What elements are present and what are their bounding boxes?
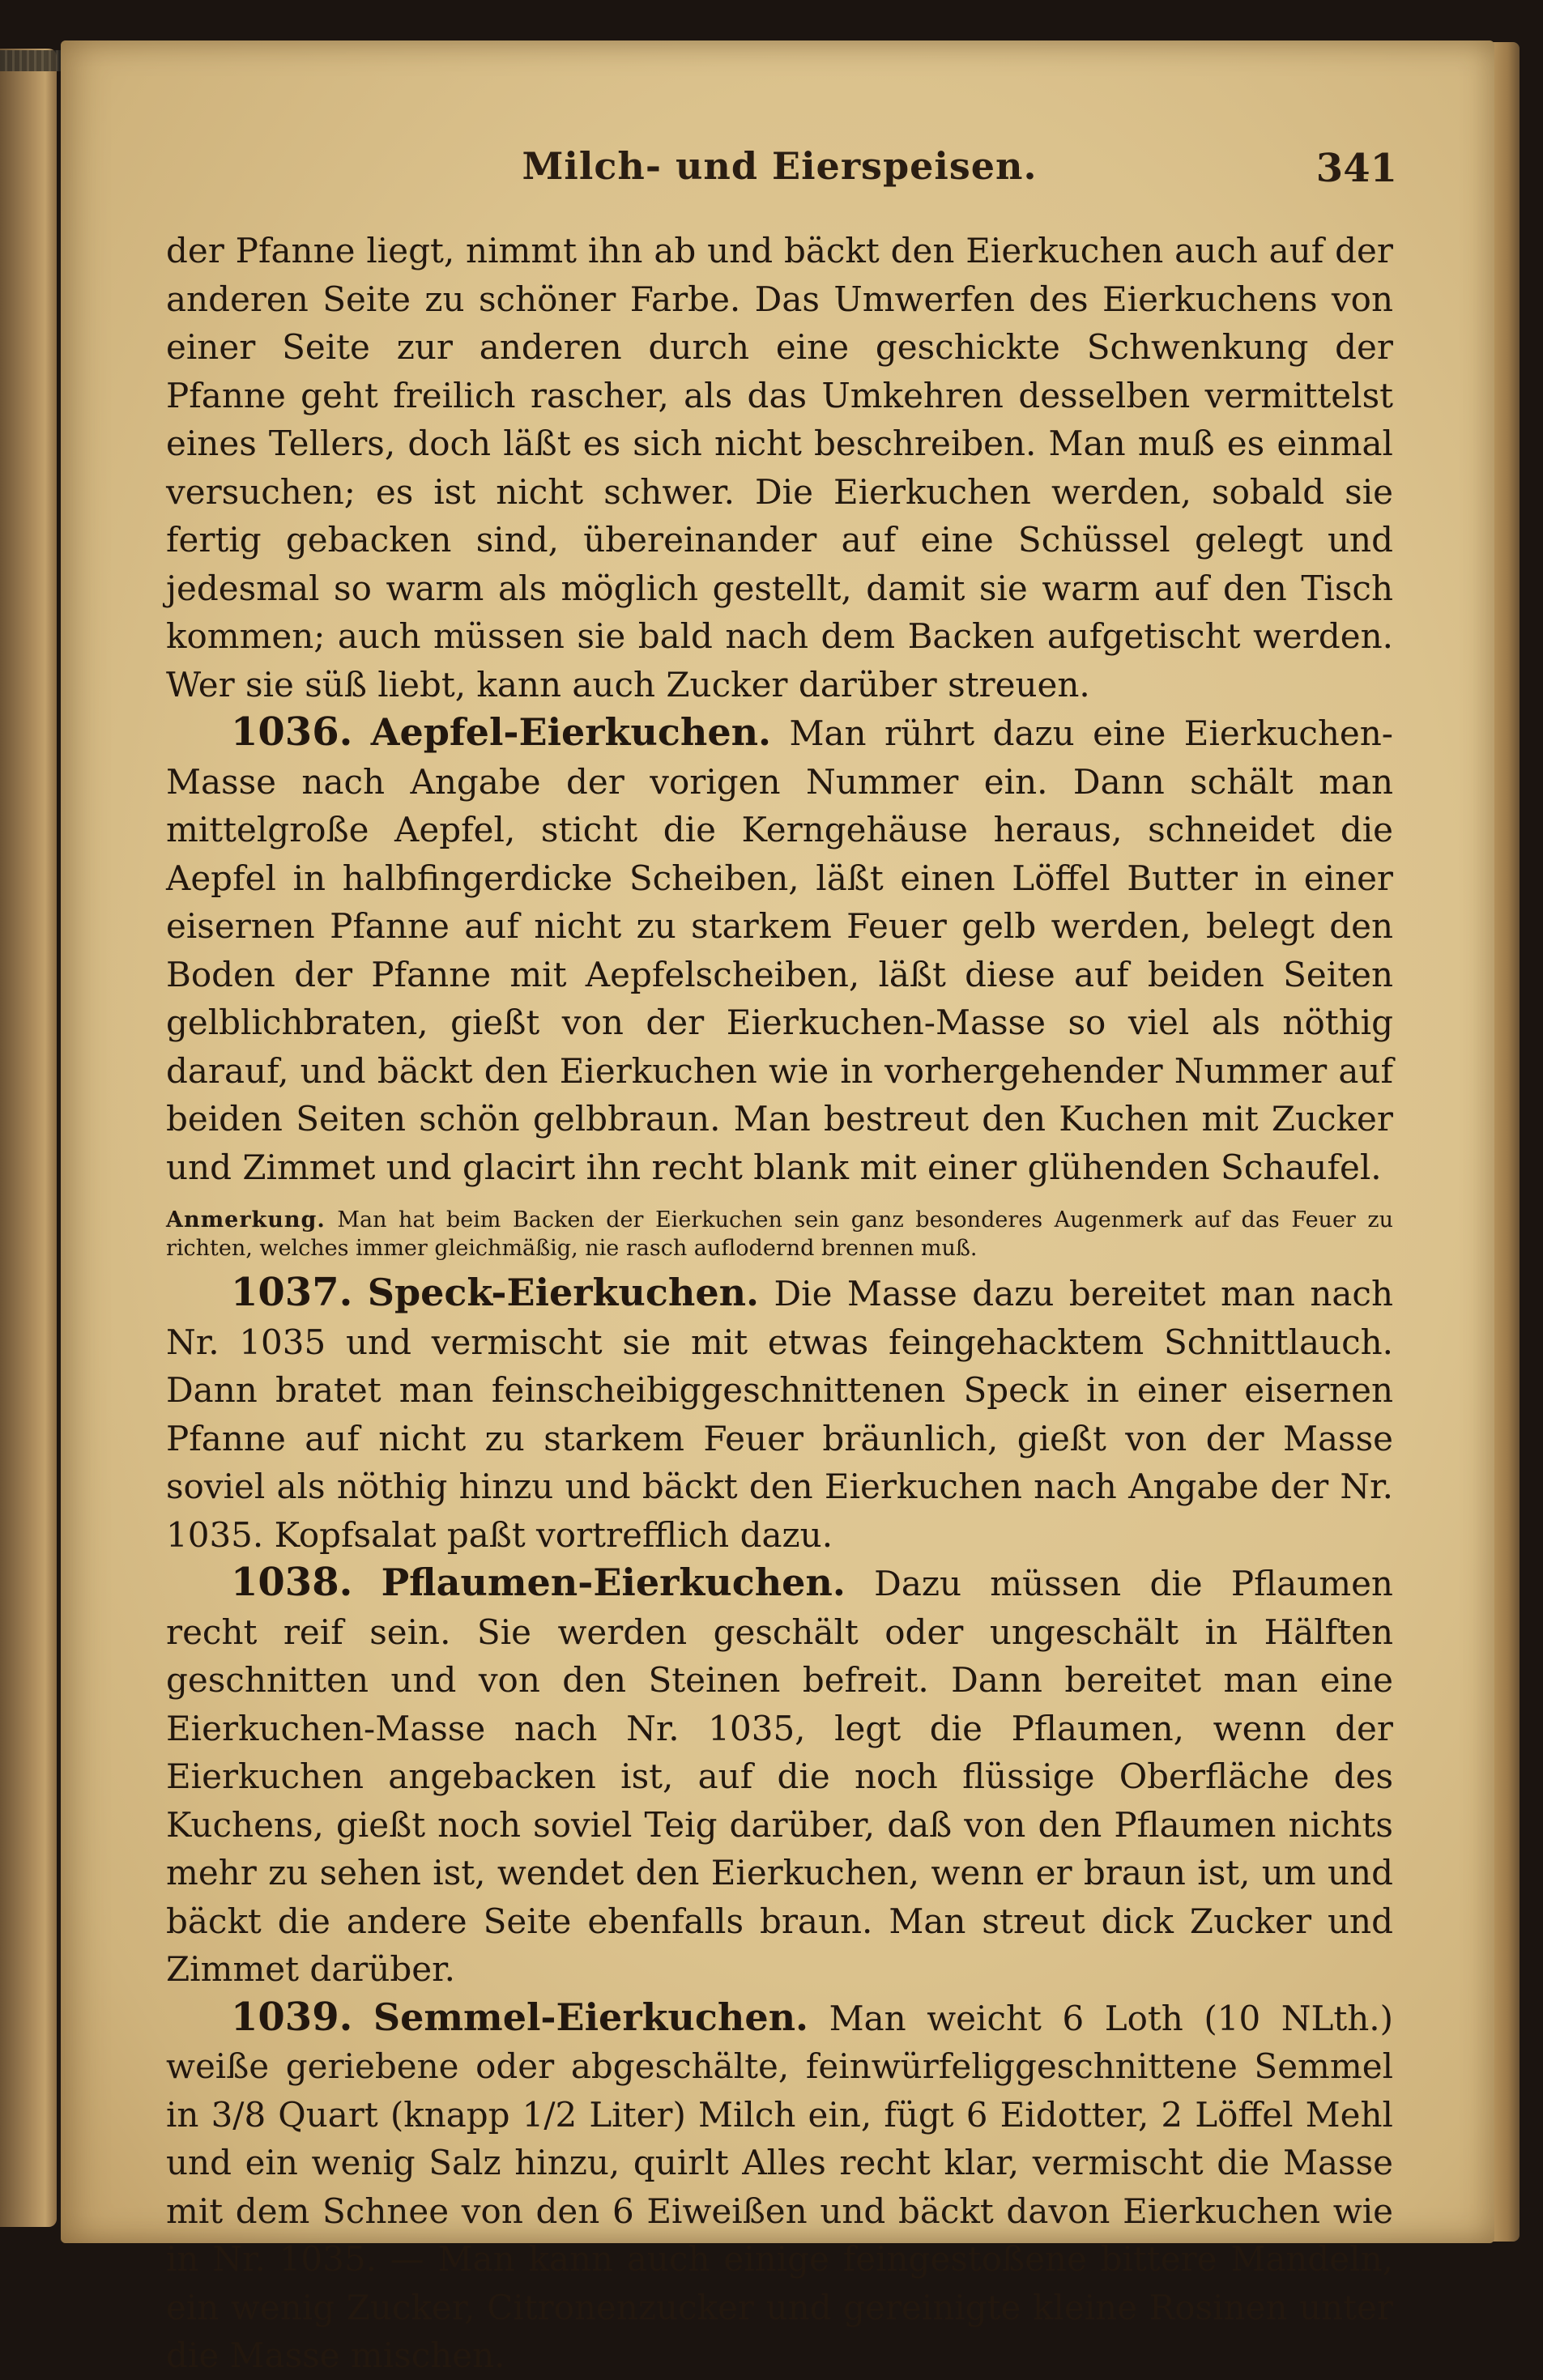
recipe-number: 1039. [231,1994,353,2040]
recipe-1039 [166,1994,1393,2380]
continuation-paragraph: der Pfanne liegt, nimmt ihn ab und bäckt den Eierkuchen auch auf der anderen Seite zu schöner Farbe. Das Umwerfen des Eierkuchens von einer Seite zur anderen durch eine geschickte Schwenkung der Pfanne geht freilich rascher, als das Umkehren desselben vermittelst eines Tellers, doch läßt es sich nicht beschreiben. Man muß es einmal versuchen; es ist nicht schwer. Die Eierkuchen werden, sobald sie fertig gebacken sind, übereinander auf eine Schüssel gelegt und jedesmal so warm als möglich gestellt, damit sie warm auf den Tisch kommen; auch müssen sie bald nach dem Backen aufgetischt werden. Wer sie süß liebt, kann auch Zucker darüber streuen. [166,231,1393,705]
recipe-text: Man weicht 6 Loth (10 NLth.) weiße geriebene oder abgeschälte, feinwürfeliggeschnittene Semmel in 3/8 Quart (knapp 1/2 Liter) Milch ein, fügt 6 Eidotter, 2 Löffel Mehl und ein wenig Salz hinzu, quirlt Alles recht klar, vermischt die Masse mit dem Schnee von den 6 Eiweißen und bäckt davon Eierkuchen wie in Nr. 1035. — Man kann auch einige feingestoßene bittere Mandeln, ein wenig Zucker, Citronenzucker und gereinigte kleine Rosinen unter die Masse mischen. [166,1998,1394,2375]
note-text: Man hat beim Backen der Eierkuchen sein ganz besonderes Augenmerk auf das Feuer zu richten, welches immer gleichmäßig, nie rasch auflodernd brennen muß. [166,1207,1393,1261]
recipe-title: Aepfel-Eierkuchen. [370,710,772,754]
page-right-edge [1490,42,1520,2242]
recipe-title: Pflaumen-Eierkuchen. [381,1560,846,1604]
recipe-number: 1038. [231,1560,353,1605]
recipe-1037 [166,1269,1393,1559]
recipe-text: Man rührt dazu eine Eierkuchen-Masse nach Angabe der vorigen Nummer ein. Dann schält man mittelgroße Aepfel, sticht die Kerngehäuse heraus, schneidet die Aepfel in halbfingerdicke Scheiben, läßt einen Löffel Butter in einer eisernen Pfanne auf nicht zu starkem Feuer gelb werden, belegt den Boden der Pfanne mit Aepfelscheiben, läßt diese auf beiden Seiten gelblichbraten, gießt von der Eierkuchen-Masse so viel als nöthig darauf, und bäckt den Eierkuchen wie in vorhergehender Nummer auf beiden Seiten schön gelbbraun. Man bestreut den Kuchen mit Zucker und Zimmet und glacirt ihn recht blank mit einer glühenden Schaufel. [166,713,1393,1187]
page-header [162,144,1397,193]
recipe-number: 1037. [231,1270,353,1315]
footnote-anmerkung [166,1206,1393,1262]
running-title: Milch- und Eierspeisen. [522,144,1038,188]
recipe-1038 [166,1559,1393,1994]
page-number: 341 [1315,146,1397,191]
note-label: Anmerkung. [166,1207,326,1233]
page-body [166,227,1393,2380]
recipe-number: 1036. [231,709,353,755]
recipe-title: Speck-Eierkuchen. [367,1271,760,1314]
recipe-1036 [166,709,1393,1191]
previous-page-edge [0,49,57,2227]
recipe-text: Dazu müssen die Pflaumen recht reif sein. Sie werden geschält oder ungeschält in Hälften geschnitten und von den Steinen befreit. Dann bereitet man eine Eierkuchen-Masse nach Nr. 1035, legt die Pflaumen, wenn der Eierkuchen angebacken ist, auf die noch flüssige Oberfläche des Kuchens, gießt noch soviel Teig darüber, daß von den Pflaumen nichts mehr zu sehen ist, wendet den Eierkuchen, wenn er braun ist, um und bäckt die andere Seite ebenfalls braun. Man streut dick Zucker und Zimmet darüber. [166,1564,1393,1989]
recipe-title: Semmel-Eierkuchen. [373,1995,809,2039]
recipe-text: Die Masse dazu bereitet man nach Nr. 1035 und vermischt sie mit etwas feingehacktem Schnittlauch. Dann bratet man feinscheibiggeschnittenen Speck in einer eisernen Pfanne auf nicht zu starkem Feuer bräunlich, gießt von der Masse soviel als nöthig hinzu und bäckt den Eierkuchen nach Angabe der Nr. 1035. Kopfsalat paßt vortrefflich dazu. [166,1274,1393,1555]
